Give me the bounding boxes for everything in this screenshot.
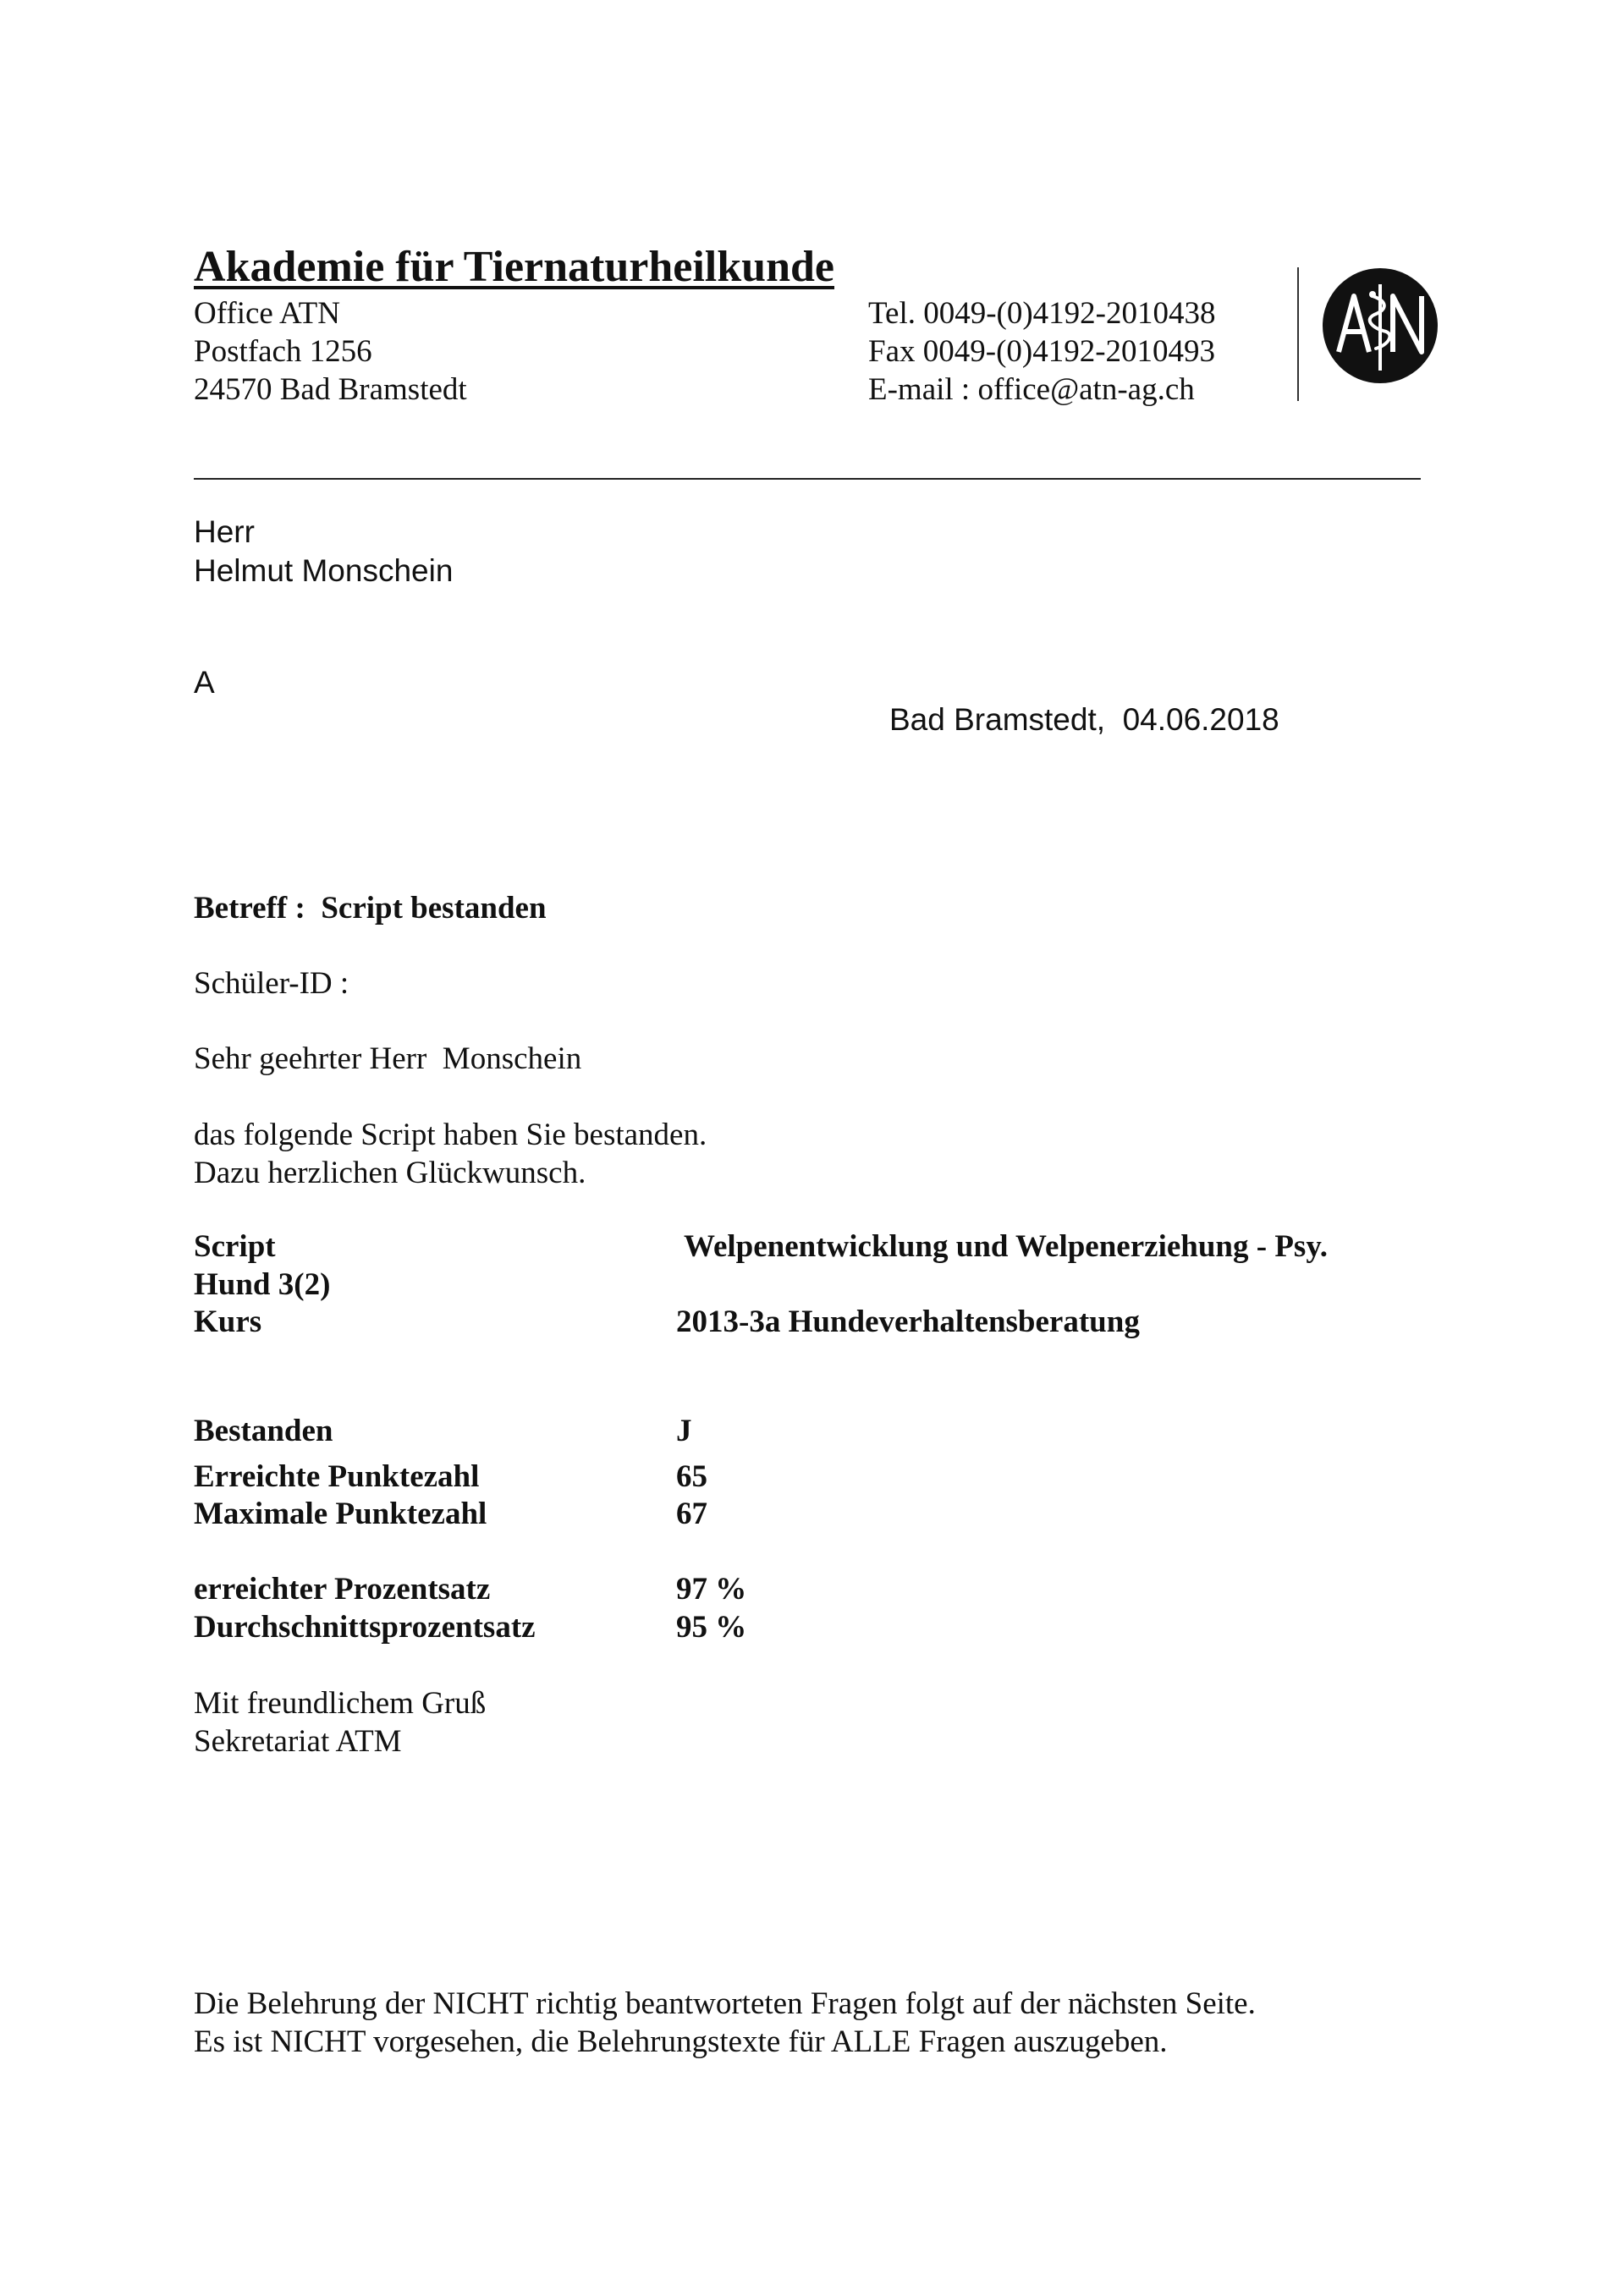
organization-title: Akademie für Tiernaturheilkunde <box>194 243 834 291</box>
address-line: Postfach 1256 <box>194 334 372 369</box>
max-points-value: 67 <box>676 1497 707 1531</box>
phone-line: Tel. 0049-(0)4192-2010438 <box>868 296 1216 331</box>
closing-signature: Sekretariat ATM <box>194 1724 402 1759</box>
max-points-label: Maximale Punktezahl <box>194 1497 487 1531</box>
footer-notes <box>194 1985 1256 2061</box>
sender-address <box>194 294 467 409</box>
script-label-continued: Hund 3(2) <box>194 1267 331 1302</box>
average-percent-label: Durchschnittsprozentsatz <box>194 1610 536 1645</box>
atn-caduceus-logo-icon <box>1322 267 1439 384</box>
body-text <box>194 1116 707 1192</box>
script-label: Script <box>194 1229 276 1264</box>
course-value: 2013-3a Hundeverhaltensberatung <box>676 1305 1140 1339</box>
place-and-date: Bad Bramstedt, 04.06.2018 <box>889 702 1279 737</box>
recipient-name: Helmut Monschein <box>194 553 454 588</box>
passed-value: J <box>676 1414 692 1448</box>
letterhead-divider <box>1297 267 1299 401</box>
closing-greeting: Mit freundlichem Gruß <box>194 1686 487 1721</box>
email-line: E-mail : office@atn-ag.ch <box>868 372 1195 407</box>
passed-label: Bestanden <box>194 1414 333 1448</box>
salutation: Sehr geehrter Herr Monschein <box>194 1041 582 1076</box>
achieved-points-value: 65 <box>676 1459 707 1494</box>
course-label: Kurs <box>194 1305 262 1339</box>
recipient-country: A <box>194 665 215 700</box>
average-percent-value: 95 % <box>676 1610 747 1645</box>
body-line: das folgende Script haben Sie bestanden. <box>194 1118 707 1152</box>
fax-line: Fax 0049-(0)4192-2010493 <box>868 334 1216 369</box>
address-line: Office ATN <box>194 296 340 331</box>
recipient-address <box>194 513 453 590</box>
achieved-percent-value: 97 % <box>676 1572 747 1607</box>
footer-note: Es ist NICHT vorgesehen, die Belehrungstexte für ALLE Fragen auszugeben. <box>194 2024 1168 2059</box>
achieved-percent-label: erreichter Prozentsatz <box>194 1572 491 1607</box>
address-line: 24570 Bad Bramstedt <box>194 372 467 407</box>
body-line: Dazu herzlichen Glückwunsch. <box>194 1156 586 1190</box>
closing <box>194 1684 486 1760</box>
subject-line: Betreff : Script bestanden <box>194 891 547 926</box>
student-id-label: Schüler-ID : <box>194 966 349 1001</box>
recipient-title: Herr <box>194 514 255 549</box>
footer-note: Die Belehrung der NICHT richtig beantworteten Fragen folgt auf der nächsten Seite. <box>194 1986 1256 2021</box>
header-separator <box>194 478 1421 480</box>
achieved-points-label: Erreichte Punktezahl <box>194 1459 480 1494</box>
script-value: Welpenentwicklung und Welpenerziehung - Psy. <box>684 1229 1329 1264</box>
sender-contact <box>868 294 1216 409</box>
